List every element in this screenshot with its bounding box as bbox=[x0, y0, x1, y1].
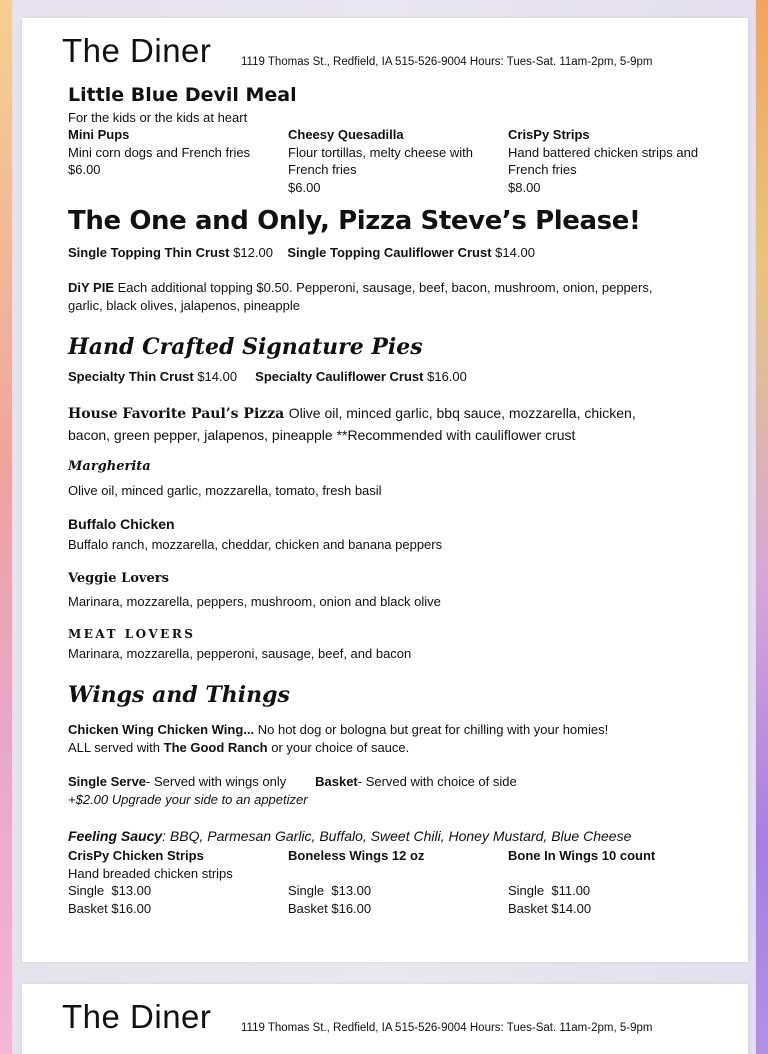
pie-name-veggie-lovers: Veggie Lovers bbox=[68, 571, 169, 586]
diy-label: DiY PIE bbox=[68, 280, 115, 295]
pizza-crust-prices bbox=[68, 244, 535, 262]
wing-item bbox=[288, 847, 424, 917]
single-serve-label: Single Serve bbox=[68, 774, 147, 789]
basket-desc: - Served with choice of side bbox=[357, 774, 517, 789]
kids-item-name: Cheesy Quesadilla bbox=[288, 127, 404, 142]
cauliflower-crust-price: $14.00 bbox=[495, 245, 535, 260]
wing-item-name: Bone In Wings 10 count bbox=[508, 848, 656, 863]
diy-desc: Each additional topping $0.50. Pepperoni, sausage, beef, bacon, mushroom, onion, peppers, bbox=[117, 280, 653, 295]
specialty-cauliflower-label: Specialty Cauliflower Crust bbox=[255, 369, 424, 384]
cauliflower-crust-label: Single Topping Cauliflower Crust bbox=[287, 245, 492, 260]
wing-item-basket: Basket $16.00 bbox=[288, 900, 372, 916]
pie-name-meat-lovers: MEAT LOVERS bbox=[68, 627, 196, 641]
wing-item-basket: Basket $16.00 bbox=[68, 900, 152, 916]
pie-desc: Olive oil, minced garlic, mozzarella, tomato, fresh basil bbox=[68, 483, 382, 498]
saucy-label: Feeling Saucy bbox=[68, 828, 163, 844]
wing-item bbox=[68, 847, 233, 917]
wing-item-name: Boneless Wings 12 oz bbox=[288, 848, 425, 863]
served-text: ALL served with bbox=[68, 739, 164, 755]
house-favorite-desc: bacon, green pepper, jalapenos, pineapple **Recommended with cauliflower crust bbox=[68, 427, 576, 443]
kids-subtitle: For the kids or the kids at heart bbox=[68, 110, 248, 125]
pie-name-margherita: Margherita bbox=[68, 459, 151, 474]
wing-item-spacer bbox=[288, 865, 424, 883]
header-info: 1119 Thomas St., Redfield, IA 515-526-9004 Hours: Tues-Sat. 11am-2pm, 5-9pm bbox=[241, 1022, 653, 1034]
feeling-saucy bbox=[68, 828, 631, 844]
left-edge-gradient bbox=[0, 0, 12, 1054]
right-edge-gradient bbox=[756, 0, 768, 1054]
kids-item-price: $6.00 bbox=[288, 179, 321, 195]
pie-name-buffalo-chicken: Buffalo Chicken bbox=[68, 516, 175, 532]
brand-title: The Diner bbox=[62, 32, 212, 69]
thin-crust-label: Single Topping Thin Crust bbox=[68, 245, 230, 260]
wings-intro-text: No hot dog or bologna but great for chilling with your homies! bbox=[254, 722, 609, 737]
saucy-list: : BBQ, Parmesan Garlic, Buffalo, Sweet Chili, Honey Mustard, Blue Cheese bbox=[162, 828, 632, 844]
good-ranch: The Good Ranch bbox=[163, 739, 268, 755]
kids-item-name: CrisPy Strips bbox=[508, 127, 590, 142]
pie-desc: Marinara, mozzarella, pepperoni, sausage, beef, and bacon bbox=[68, 646, 412, 661]
kids-item bbox=[288, 126, 473, 196]
kids-item bbox=[68, 126, 250, 179]
section-title-pizza: The One and Only, Pizza Steve’s Please! bbox=[68, 206, 641, 236]
section-title-kids: Little Blue Devil Meal bbox=[68, 84, 297, 106]
wings-intro bbox=[68, 721, 608, 756]
section-title-wings: Wings and Things bbox=[68, 682, 290, 708]
kids-item-desc: Hand battered chicken strips and bbox=[508, 144, 699, 160]
pie-desc: Buffalo ranch, mozzarella, cheddar, chicken and banana peppers bbox=[68, 537, 443, 552]
header-info: 1119 Thomas St., Redfield, IA 515-526-9004 Hours: Tues-Sat. 11am-2pm, 5-9pm bbox=[241, 56, 653, 68]
wing-item-single: Single $13.00 bbox=[68, 883, 152, 898]
specialty-cauliflower-price: $16.00 bbox=[427, 369, 467, 384]
kids-item-desc: Mini corn dogs and French fries bbox=[68, 144, 251, 160]
single-serve-desc: - Served with wings only bbox=[146, 774, 287, 789]
specialty-crust-prices bbox=[68, 368, 467, 386]
diy-pie bbox=[68, 279, 652, 314]
wing-item-basket: Basket $14.00 bbox=[508, 900, 592, 916]
house-favorite-desc: Olive oil, minced garlic, bbq sauce, mozzarella, chicken, bbox=[288, 405, 636, 421]
kids-item-desc: Flour tortillas, melty cheese with bbox=[288, 144, 473, 160]
serve-options bbox=[68, 773, 517, 808]
wing-item-single: Single $11.00 bbox=[508, 883, 591, 898]
kids-item-desc: French fries bbox=[288, 162, 357, 177]
upgrade-note: +$2.00 Upgrade your side to an appetizer bbox=[68, 791, 308, 807]
specialty-thin-price: $14.00 bbox=[197, 369, 238, 384]
kids-item-name: Mini Pups bbox=[68, 127, 130, 142]
wings-intro-bold: Chicken Wing Chicken Wing... bbox=[68, 722, 255, 737]
wing-item-spacer bbox=[508, 865, 655, 883]
kids-item-price: $6.00 bbox=[68, 162, 101, 177]
diy-desc: garlic, black olives, jalapenos, pineapple bbox=[68, 297, 300, 313]
specialty-thin-label: Specialty Thin Crust bbox=[68, 369, 194, 384]
house-favorite bbox=[68, 403, 636, 446]
served-text: or your choice of sauce. bbox=[267, 739, 410, 755]
kids-item-desc: French fries bbox=[508, 162, 577, 177]
brand-title: The Diner bbox=[62, 998, 212, 1035]
kids-item bbox=[508, 126, 698, 196]
kids-item-price: $8.00 bbox=[508, 179, 541, 195]
wing-item bbox=[508, 847, 655, 917]
wing-item-name: CrisPy Chicken Strips bbox=[68, 848, 204, 863]
basket-label: Basket bbox=[315, 774, 358, 789]
thin-crust-price: $12.00 bbox=[233, 245, 273, 260]
wing-item-single: Single $13.00 bbox=[288, 883, 372, 898]
house-favorite-name: House Favorite Paul’s Pizza bbox=[68, 406, 285, 422]
menu-page bbox=[22, 984, 748, 1054]
wing-item-desc: Hand breaded chicken strips bbox=[68, 865, 233, 881]
section-title-signature: Hand Crafted Signature Pies bbox=[68, 334, 423, 360]
menu-page bbox=[22, 18, 748, 962]
pie-desc: Marinara, mozzarella, peppers, mushroom, onion and black olive bbox=[68, 594, 441, 609]
